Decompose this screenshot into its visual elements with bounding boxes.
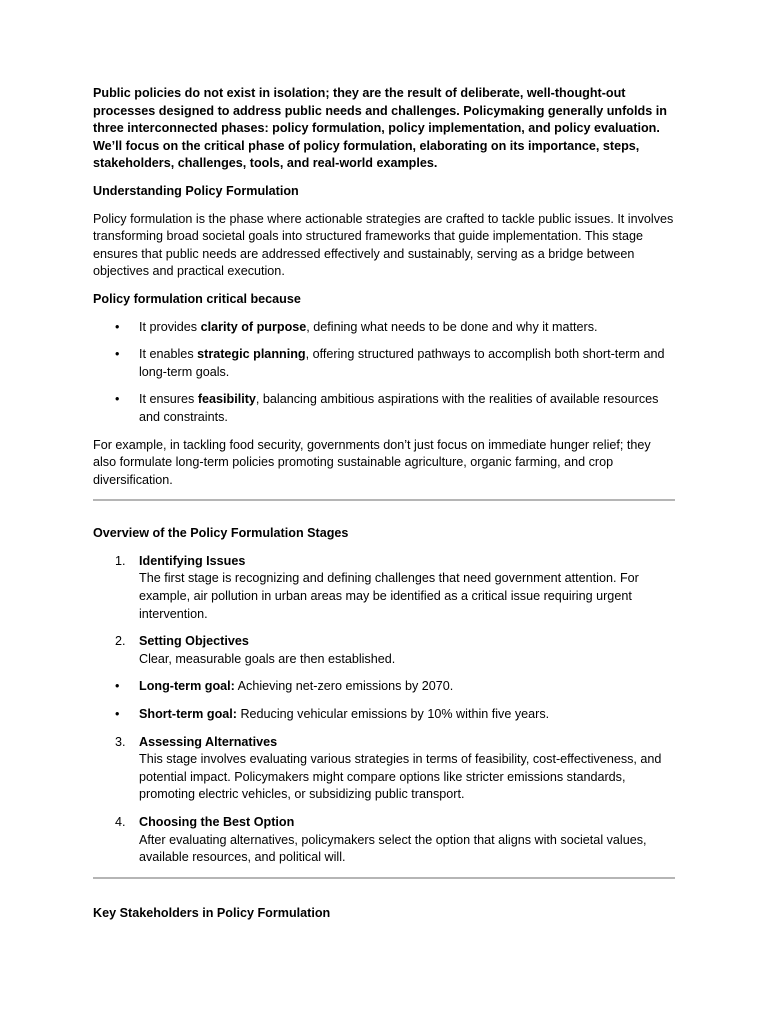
stage-title: Setting Objectives [139,634,249,649]
goal-text: Achieving net-zero emissions by 2070. [234,679,454,694]
section-divider [93,877,675,879]
stage-item [93,814,675,867]
section-heading-stakeholders: Key Stakeholders in Policy Formulation [93,905,331,920]
bullet-text-bold: strategic planning [197,347,306,362]
bullet-text-pre: It ensures [139,392,198,407]
bullet-text-post: , balancing ambitious aspirations with the realities of available resources and constraints. [139,392,659,424]
section-heading-overview: Overview of the Policy Formulation Stages [93,526,349,541]
stage-description: After evaluating alternatives, policymakers select the option that aligns with societal values, available resources, and political will. [139,832,647,865]
bullet-text-post: , offering structured pathways to accomplish both short-term and long-term goals. [139,347,665,379]
bullet-marker: • [115,679,120,694]
critical-bullet-list [93,319,675,427]
bullet-text-pre: It enables [139,347,198,362]
stage-title: Choosing the Best Option [139,815,295,829]
bullet-item [93,391,675,426]
bullet-text-bold: clarity of purpose [200,319,307,334]
stage-item [93,734,675,804]
stage-title: Assessing Alternatives [139,734,278,749]
bullet-marker: • [115,707,120,722]
section-heading-understanding: Understanding Policy Formulation [93,183,299,198]
stage-description: This stage involves evaluating various strategies in terms of feasibility, cost-effectiveness, and potential impact. Policymakers might compare options like stricter emissions standards, promoting electric vehicles, or subsidizing public transport. [139,752,662,802]
bullet-marker: • [115,392,120,407]
bullet-text-post: , defining what needs to be done and why it matters. [306,319,598,334]
stage-item [93,633,675,668]
bullet-item [93,319,675,337]
food-security-example: For example, in tackling food security, governments don’t just focus on immediate hunger relief; they also formulate long-term policies promoting sustainable agriculture, organic farming, and crop diversification. [93,437,651,487]
stage-title: Identifying Issues [139,553,246,568]
stage-item [93,553,675,623]
stages-list [93,553,675,669]
goal-label: Short-term goal: [139,707,237,722]
understanding-paragraph: Policy formulation is the phase where actionable strategies are crafted to tackle public issues. It involves transforming broad societal goals into structured frameworks that guide implementation. This stage ensures that public needs are addressed effectively and sustainably, serving as a bridge between objectives and practical execution. [93,211,674,279]
stages-list-continued [93,734,675,867]
bullet-marker: • [115,319,120,334]
goals-list [93,678,675,723]
bullet-text-bold: feasibility [197,392,256,407]
intro-paragraph: Public policies do not exist in isolation; they are the result of deliberate, well-thought-out processes designed to address public needs and challenges. Policymaking generally unfolds in three interconnected phases: policy formulation, policy implementation, and policy evaluation. We’ll focus on the critical phase of policy formulation, elaborating on its importance, steps, stakeholders, challenges, tools, and real-world examples. [93,86,667,171]
goal-item [93,678,675,696]
bullet-marker: • [115,347,120,362]
stage-description: Clear, measurable goals are then established. [139,651,396,666]
goal-label: Long-term goal: [139,679,235,694]
stage-number: 2. [115,634,126,649]
stage-number: 3. [115,734,126,749]
bullet-text-pre: It provides [139,319,201,334]
critical-heading: Policy formulation critical because [93,291,301,306]
goal-item [93,706,675,724]
section-divider [93,499,675,501]
goal-text: Reducing vehicular emissions by 10% within five years. [236,707,550,722]
stage-number: 4. [115,815,126,829]
stage-description: The first stage is recognizing and defining challenges that need government attention. For example, air pollution in urban areas may be identified as a critical issue requiring urgent intervention. [139,571,639,621]
stage-number: 1. [115,553,126,568]
bullet-item [93,346,675,381]
